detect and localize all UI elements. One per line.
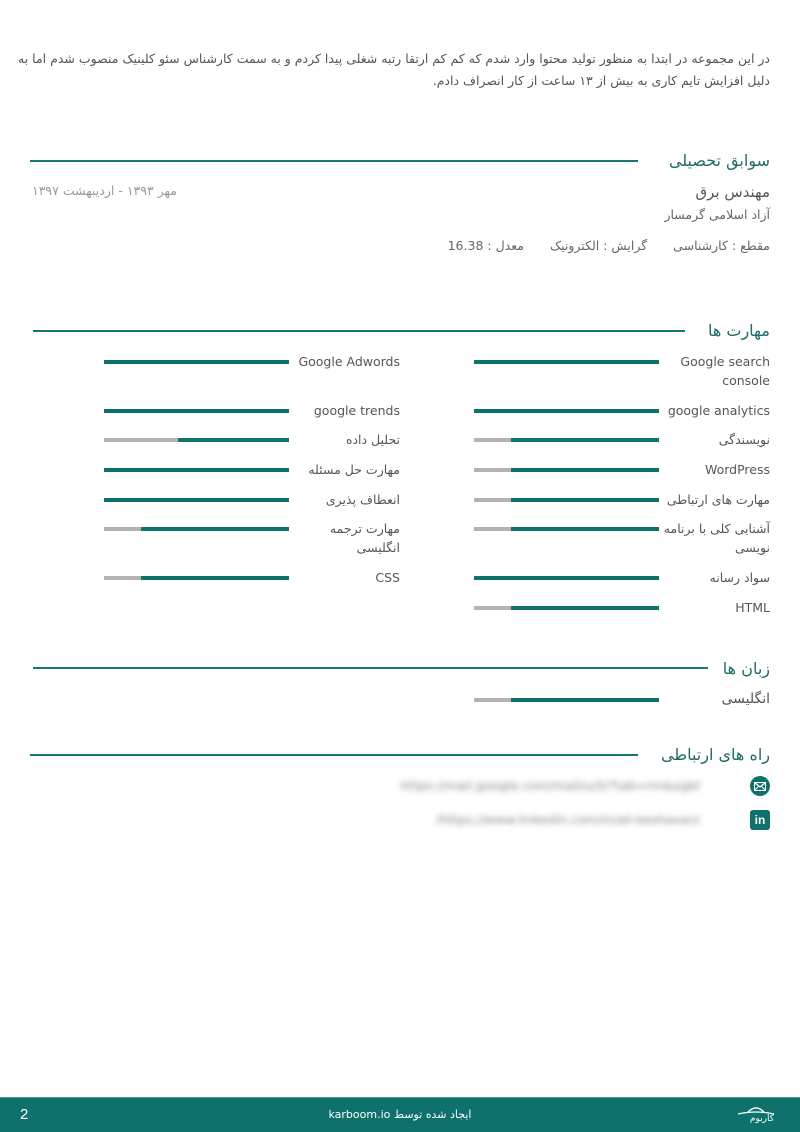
skill-bar-fill [511, 438, 659, 442]
skill-bar [104, 438, 289, 442]
skill-bar [104, 468, 289, 472]
skill-bar-fill [511, 468, 659, 472]
skill-bar [474, 606, 659, 610]
skill-label: انعطاف پذیری [325, 492, 400, 507]
footer-credit[interactable]: ایجاد شده توسط karboom.io [328, 1108, 472, 1121]
skill-label: Google Adwords [298, 354, 400, 369]
mail-icon[interactable] [750, 776, 770, 796]
skill-label: مهارت های ارتباطی [666, 492, 770, 507]
education-university: آزاد اسلامی گرمسار [664, 207, 770, 222]
education-title: سوابق تحصیلی [668, 151, 770, 170]
skill-bar [104, 409, 289, 413]
languages-title: زبان ها [722, 659, 770, 678]
skill-bar-fill [104, 498, 289, 502]
skill-bar-fill [511, 498, 659, 502]
education-major: گرایش : الکترونیک [549, 238, 648, 253]
skill-label: WordPress [704, 462, 770, 477]
skill-bar [474, 498, 659, 502]
skill-bar-fill [511, 606, 659, 610]
skill-bar-fill [511, 527, 659, 531]
linkedin-icon[interactable]: in [750, 810, 770, 830]
skill-bar-fill [104, 468, 289, 472]
contact-link-linkedin[interactable]: /https://www.linkedin.com/in/ali-keshavarz [435, 812, 700, 827]
skills-title: مهارت ها [707, 321, 770, 340]
skill-bar [104, 576, 289, 580]
skill-bar-fill [141, 576, 289, 580]
section-divider [30, 160, 638, 162]
education-level: مقطع : کارشناسی [673, 238, 770, 253]
skill-label: Google search console [680, 354, 770, 388]
contacts-title: راه های ارتباطی [661, 745, 770, 764]
section-divider [33, 667, 708, 669]
skill-label: HTML [735, 600, 770, 615]
skill-bar [474, 527, 659, 531]
skill-bar [474, 360, 659, 364]
language-label: انگلیسی [721, 691, 770, 707]
skill-label: نویسندگی [718, 432, 770, 447]
language-bar-fill [511, 698, 659, 702]
skill-bar-fill [104, 360, 289, 364]
contact-link-email[interactable]: https://mail.google.com/mail/u/0/?tab=rm&ogbl [400, 778, 700, 793]
skill-bar [104, 527, 289, 531]
education-gpa: معدل : 16.38 [447, 238, 524, 253]
section-divider [30, 754, 638, 756]
skill-bar [474, 576, 659, 580]
skill-label: google analytics [667, 403, 770, 418]
skill-bar [104, 360, 289, 364]
intro-paragraph: در این مجموعه در ابتدا به منظور تولید محتوا وارد شدم که کم کم ارتقا رتبه شغلی پیدا کردم و به سمت کارشناس سئو کلینیک منصوب شدم اما به دلیل افزایش تایم کاری به بیش از ۱۳ ساعت از کار انصراف دادم. [18, 51, 770, 88]
skill-bar-fill [474, 360, 659, 364]
skill-label: google trends [313, 403, 400, 418]
skill-label: تحلیل داده [345, 432, 400, 447]
skill-bar [474, 438, 659, 442]
skill-bar-fill [474, 576, 659, 580]
skill-label: مهارت ترجمه انگلیسی [329, 521, 400, 555]
karboom-logo-icon [734, 1103, 778, 1127]
skill-label: سواد رسانه [709, 570, 770, 585]
skill-bar [474, 409, 659, 413]
education-degree: مهندس برق [695, 183, 770, 201]
skill-label: CSS [375, 570, 400, 585]
education-date-range: مهر ۱۳۹۳ - اردیبهشت ۱۳۹۷ [32, 183, 177, 198]
section-divider [33, 330, 685, 332]
page-footer [0, 1097, 800, 1132]
language-bar [474, 698, 659, 702]
page-number: 2 [20, 1106, 29, 1123]
skill-label: مهارت حل مسئله [308, 462, 400, 477]
skill-bar-fill [178, 438, 289, 442]
skill-bar [104, 498, 289, 502]
skill-bar-fill [474, 409, 659, 413]
logo-text: کاربوم [749, 1114, 774, 1124]
skill-label: آشنایی کلی با برنامه نویسی [663, 521, 770, 555]
skill-bar [474, 468, 659, 472]
skill-bar-fill [141, 527, 289, 531]
skill-bar-fill [104, 409, 289, 413]
education-meta [448, 238, 770, 253]
